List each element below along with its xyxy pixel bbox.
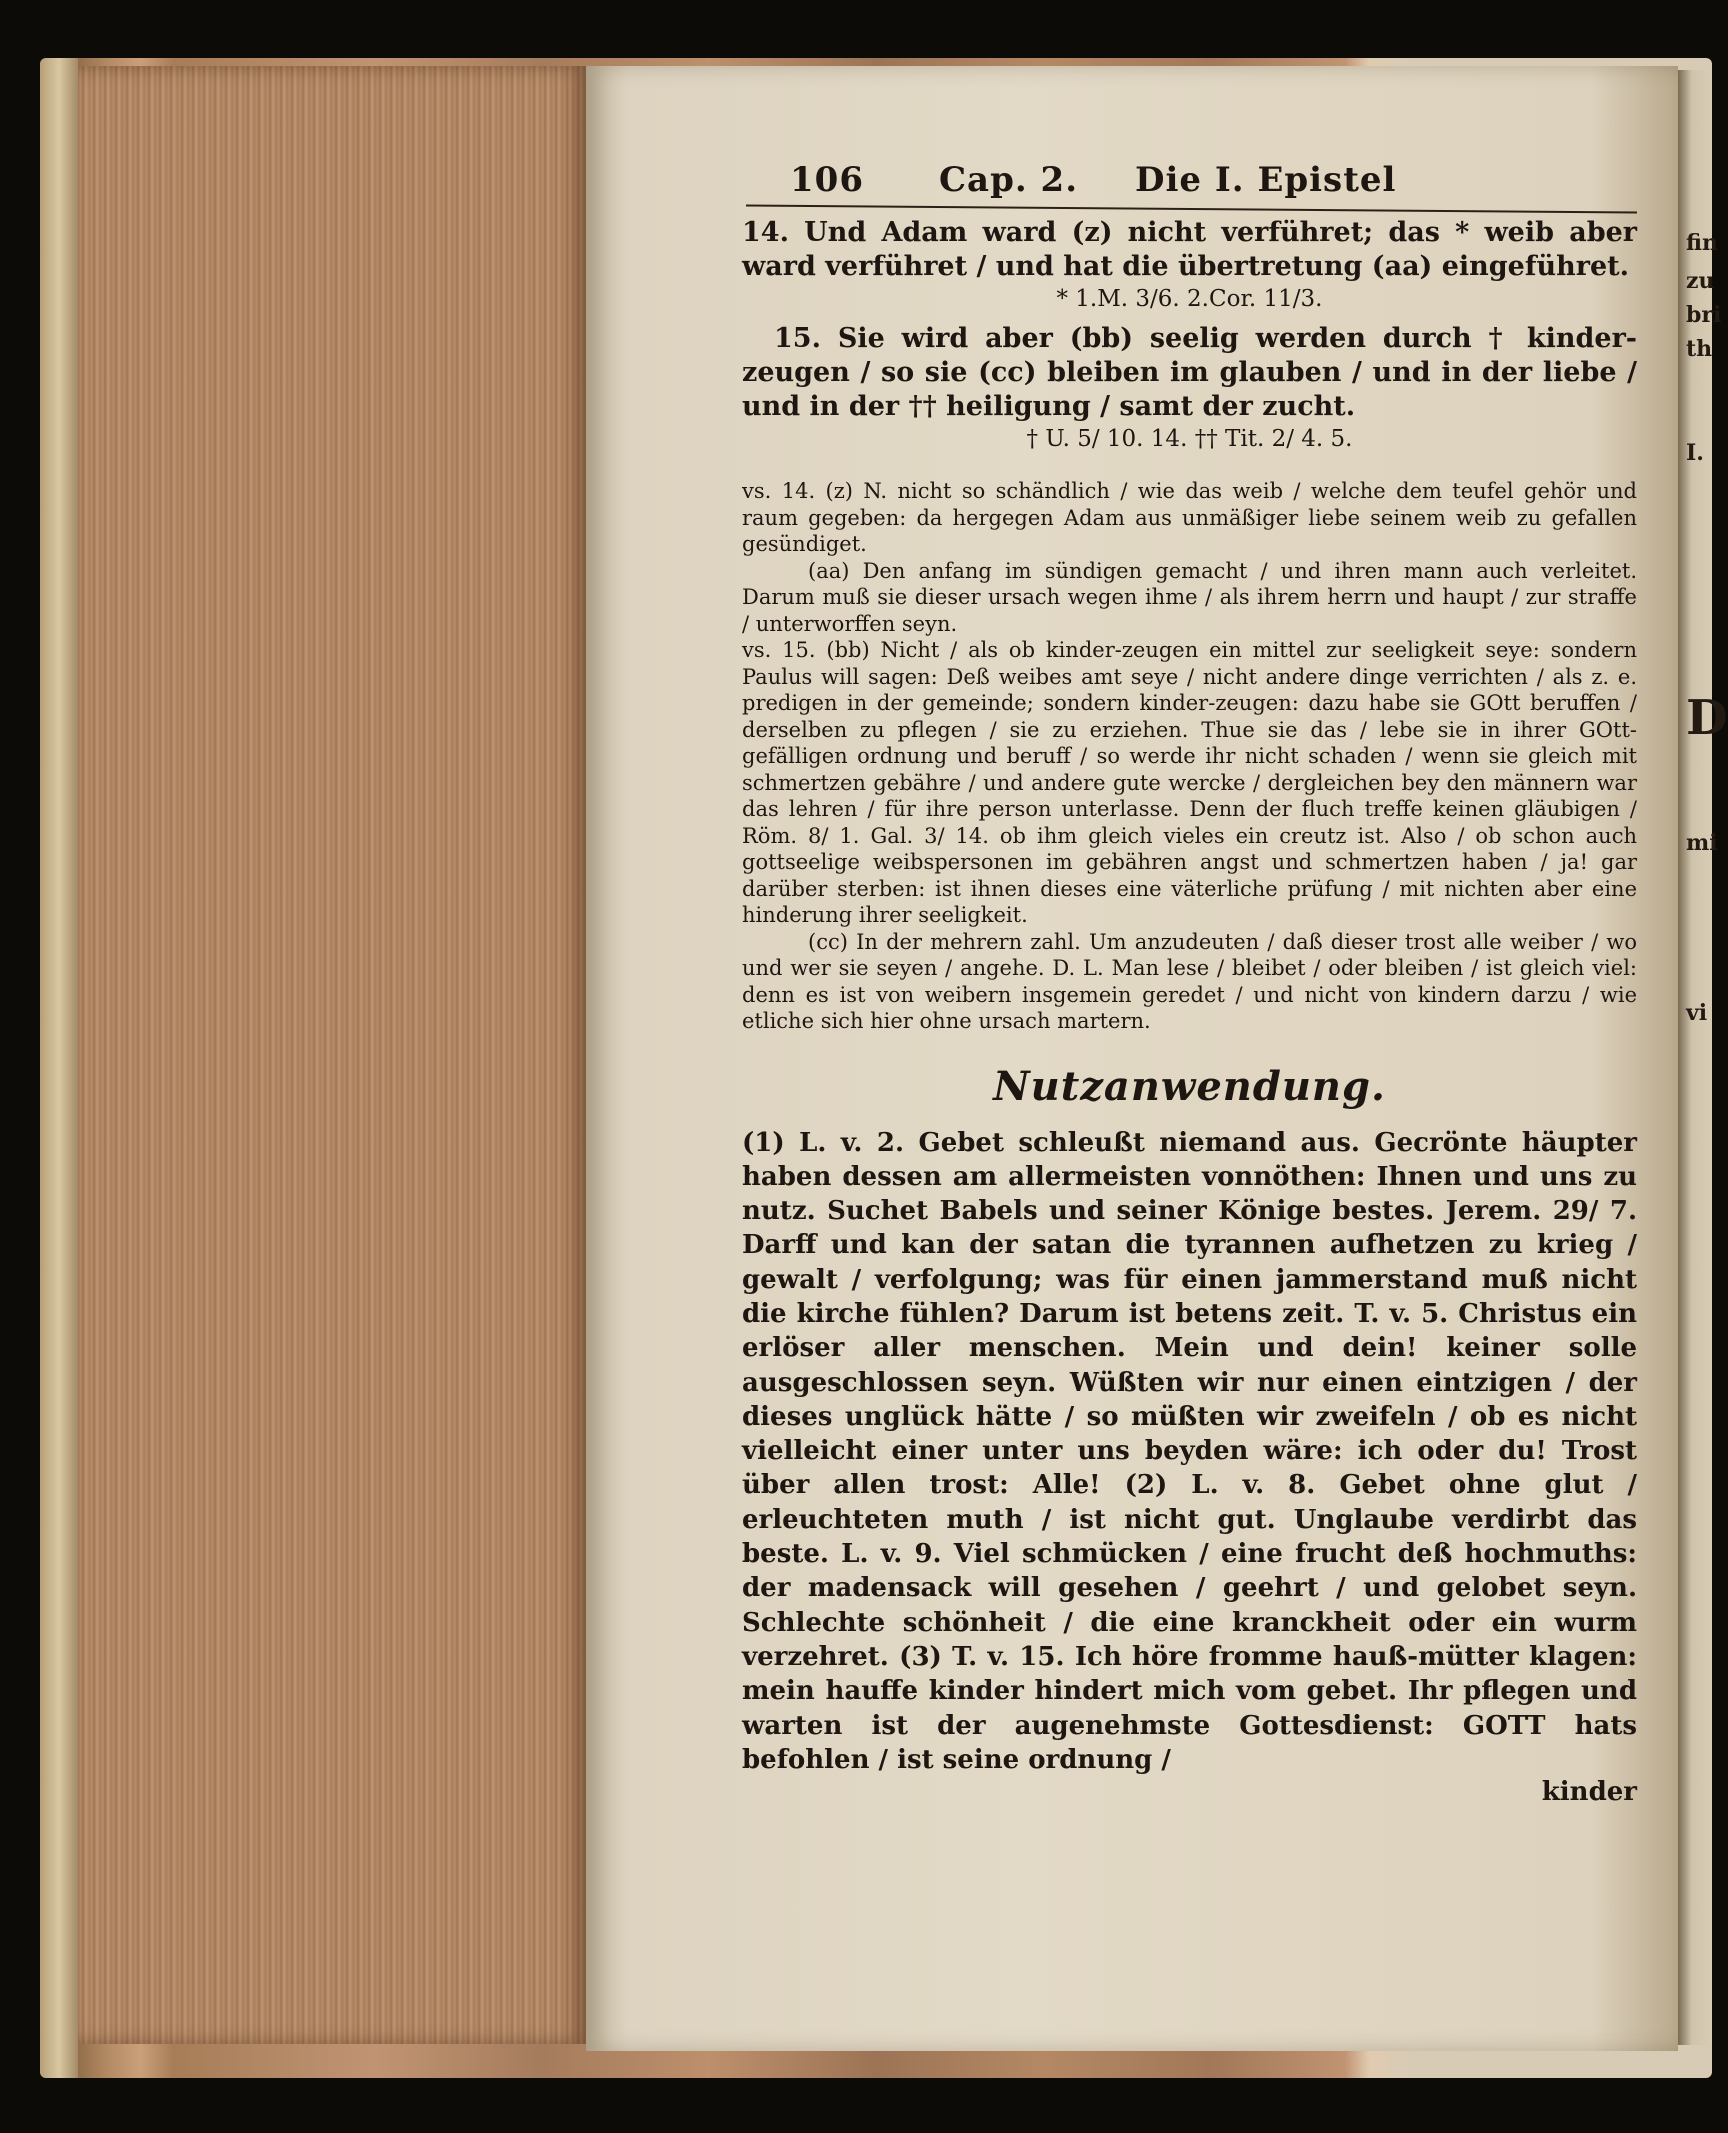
facing-page-fragment: fin (1686, 230, 1718, 256)
facing-page-fragment: zu (1686, 268, 1715, 294)
verse-14: 14. Und Adam ward (z) nicht verführet; das * weib aber ward verführet / und hat die übertretung (aa) eingeführet. (742, 217, 1637, 282)
application-text: (1) L. v. 2. Gebet schleußt niemand aus. Gecrönte häupter haben dessen am allermeisten vonnöthen: Ihnen und uns zu nutz. Suchet Babels und seiner Könige bestes. Jerem. 29/ 7. Darff und kan der satan die tyrannen aufhetzen zu krieg / gewalt / verfolgung; was für einen jammerstand muß nicht die kirche fühlen? Darum ist betens zeit. T. v. 5. Christus ein erlöser aller menschen. Mein und dein! keiner solle ausgeschlossen seyn. Wüßten wir nur einen eintzigen / der dieses unglück hätte / so müßten wir zweifeln / ob es nicht vielleicht einer unter uns beyden wäre: ich oder du! Trost über allen trost: Alle! (2) L. v. 8. Gebet ohne glut / erleuchteten muth / ist nicht gut. Unglaube verdirbt das beste. L. v. 9. Viel schmücken / eine frucht deß hochmuths: der madensack will gesehen / geehrt / und gelobet seyn. Schlechte schönheit / die eine kranckheit oder ein wurm verzehret. (3) T. v. 15. Ich höre fromme hauß-mütter klagen: mein hauffe kinder hindert mich vom gebet. Ihr pflegen und warten ist der augenehmste Gottesdienst: GOTT hats befohlen / ist seine ordnung / (742, 1127, 1637, 1775)
running-header (742, 160, 1637, 208)
chapter-label: Cap. 2. (939, 160, 1079, 200)
catchword: kinder (1541, 1777, 1637, 1808)
facing-page-edge (1678, 70, 1712, 2045)
note-vs15-cc: (cc) In der mehrern zahl. Um anzudeuten / daß dieser trost alle weiber / wo und wer sie seyen / angehe. D. L. Man lese / bleibet / oder bleiben / ist gleich viel: denn es ist von weibern insgemein geredet / und nicht von kindern darzu / wie etliche sich hier ohne ursach martern. (742, 929, 1637, 1033)
running-title: Die I. Epistel (1135, 160, 1397, 200)
commentary-notes (742, 478, 1637, 1035)
verse-14-reference: * 1.M. 3/6. 2.Cor. 11/3. (1056, 286, 1323, 312)
facing-page-fragment: bri (1686, 302, 1722, 328)
facing-page-fragment: I. (1686, 440, 1704, 466)
section-heading: Nutzanwendung. (993, 1062, 1386, 1110)
facing-page-fragment: mi (1686, 830, 1718, 856)
facing-page-fragment: vi (1686, 1000, 1708, 1026)
facing-page-fragment: th (1686, 336, 1713, 362)
page-number: 106 (790, 160, 864, 200)
note-vs14-z: vs. 14. (z) N. nicht so schändlich / wie das weib / welche dem teufel gehör und raum gegeben: da hergegen Adam aus unmäßiger liebe seinem weib zu gefallen gesündiget. (742, 479, 1637, 556)
note-vs15-bb: vs. 15. (bb) Nicht / als ob kinder-zeugen ein mittel zur seeligkeit seye: sondern Paulus will sagen: Deß weibes amt seye / nicht andere dinge verrichten / als z. e. predigen in der gemeinde; sondern kinder-zeugen: dazu habe sie GOtt beruffen / derselben zu pflegen / sie zu erziehen. Thue sie das / lebe sie in ihrer GOtt-gefälligen ordnung und beruff / so werde ihr nicht schaden / wenn sie gleich mit schmertzen gebähre / und andere gute wercke / dergleichen bey den männern war das lehren / für ihre person unterlasse. Denn der fluch treffe keinen gläubigen / Röm. 8/ 1. Gal. 3/ 14. ob ihm gleich vieles ein creutz ist. Also / ob schon auch gottseelige weibspersonen im gebähren angst und schmertzen haben / ja! gar darüber sterben: ist ihnen dieses eine väterliche prüfung / mit nichten aber eine hinderung ihrer seeligkeit. (742, 638, 1637, 927)
page-content (742, 160, 1637, 1807)
verse-15-reference: † U. 5/ 10. 14. †† Tit. 2/ 4. 5. (1026, 426, 1353, 452)
facing-page-fragment: D (1686, 690, 1728, 746)
page-edges (78, 66, 586, 2044)
verse-15: 15. Sie wird aber (bb) seelig werden durch † kinder-zeugen / so sie (cc) bleiben im glauben / und in der liebe / und in der †† heiligung / samt der zucht. (742, 323, 1637, 422)
book-cover-edge (40, 58, 78, 2078)
note-vs14-aa: (aa) Den anfang im sündigen gemacht / und ihren mann auch verleitet. Darum muß sie dieser ursach wegen ihme / als ihrem herrn und haupt / zur straffe / unterworffen seyn. (742, 558, 1637, 636)
